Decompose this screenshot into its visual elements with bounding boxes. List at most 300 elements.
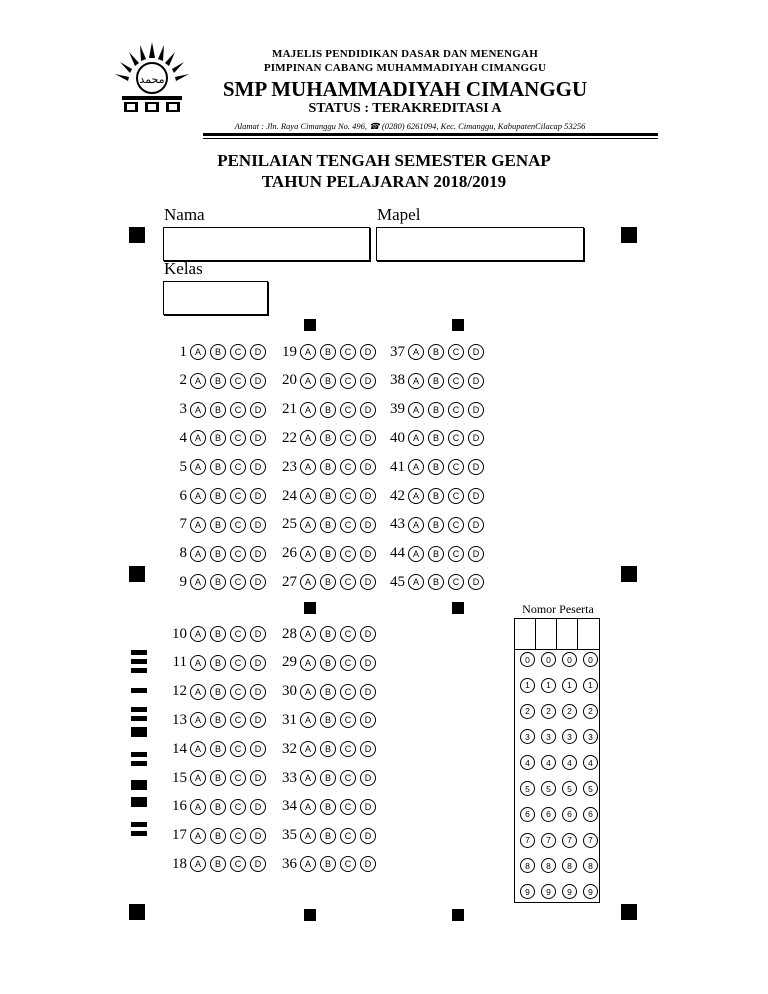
answer-bubble-b[interactable]: B bbox=[320, 430, 336, 446]
answer-bubble-b[interactable]: B bbox=[210, 373, 226, 389]
answer-bubble-b[interactable]: B bbox=[320, 517, 336, 533]
question-number: 11 bbox=[172, 654, 187, 671]
answer-bubble-c[interactable]: C bbox=[230, 712, 246, 728]
answer-bubble-a[interactable]: A bbox=[190, 684, 206, 700]
question-number: 33 bbox=[282, 769, 297, 786]
answer-row bbox=[383, 572, 488, 592]
digit-entry-cell[interactable] bbox=[578, 619, 599, 649]
answer-bubble-a[interactable]: A bbox=[300, 373, 316, 389]
digit-bubble[interactable]: 0 bbox=[583, 652, 598, 667]
answer-bubble-b[interactable]: B bbox=[320, 402, 336, 418]
nama-field[interactable] bbox=[163, 227, 370, 261]
question-number: 39 bbox=[390, 401, 405, 418]
question-number: 10 bbox=[172, 625, 187, 642]
digit-bubble[interactable]: 5 bbox=[520, 781, 535, 796]
digit-bubble[interactable]: 7 bbox=[562, 833, 577, 848]
answer-bubble-a[interactable]: A bbox=[300, 430, 316, 446]
digit-bubble[interactable]: 8 bbox=[562, 858, 577, 873]
digit-bubble[interactable]: 6 bbox=[562, 807, 577, 822]
answer-bubble-c[interactable]: C bbox=[340, 488, 356, 504]
answer-bubble-d[interactable]: D bbox=[468, 517, 484, 533]
digit-bubble[interactable]: 5 bbox=[541, 781, 556, 796]
answer-bubble-c[interactable]: C bbox=[230, 488, 246, 504]
answer-bubble-d[interactable]: D bbox=[360, 741, 376, 757]
digit-bubble[interactable]: 9 bbox=[562, 884, 577, 899]
answer-bubble-c[interactable]: C bbox=[230, 626, 246, 642]
answer-bubble-b[interactable]: B bbox=[320, 856, 336, 872]
answer-bubble-b[interactable]: B bbox=[428, 574, 444, 590]
digit-bubble[interactable]: 0 bbox=[520, 652, 535, 667]
answer-row bbox=[275, 486, 380, 506]
answer-bubble-b[interactable]: B bbox=[210, 799, 226, 815]
answer-bubble-a[interactable]: A bbox=[190, 828, 206, 844]
answer-bubble-c[interactable]: C bbox=[340, 741, 356, 757]
answer-row bbox=[165, 710, 270, 730]
exam-title: PENILAIAN TENGAH SEMESTER GENAP bbox=[217, 151, 551, 170]
answer-bubble-d[interactable]: D bbox=[360, 828, 376, 844]
answer-bubble-b[interactable]: B bbox=[210, 430, 226, 446]
answer-bubble-b[interactable]: B bbox=[210, 459, 226, 475]
answer-bubble-c[interactable]: C bbox=[230, 430, 246, 446]
answer-row bbox=[275, 371, 380, 391]
answer-bubble-b[interactable]: B bbox=[320, 799, 336, 815]
answer-bubble-d[interactable]: D bbox=[468, 373, 484, 389]
answer-bubble-c[interactable]: C bbox=[340, 828, 356, 844]
answer-bubble-b[interactable]: B bbox=[210, 828, 226, 844]
answer-bubble-b[interactable]: B bbox=[428, 402, 444, 418]
digit-entry-cell[interactable] bbox=[557, 619, 578, 649]
answer-bubble-c[interactable]: C bbox=[340, 402, 356, 418]
answer-row bbox=[383, 515, 488, 535]
answer-row bbox=[275, 572, 380, 592]
answer-bubble-c[interactable]: C bbox=[448, 430, 464, 446]
nomor-peserta-label: Nomor Peserta bbox=[522, 602, 594, 616]
answer-bubble-a[interactable]: A bbox=[408, 488, 424, 504]
answer-bubble-c[interactable]: C bbox=[448, 488, 464, 504]
accreditation-status: STATUS : TERAKREDITASI A bbox=[308, 101, 502, 116]
question-number: 16 bbox=[172, 798, 187, 815]
answer-bubble-d[interactable]: D bbox=[468, 574, 484, 590]
answer-bubble-c[interactable]: C bbox=[340, 655, 356, 671]
answer-row bbox=[383, 544, 488, 564]
digit-bubble[interactable]: 4 bbox=[520, 755, 535, 770]
question-number: 3 bbox=[179, 401, 187, 418]
question-number: 2 bbox=[179, 372, 187, 389]
code-bar bbox=[131, 831, 147, 836]
code-bar bbox=[131, 650, 147, 655]
answer-bubble-d[interactable]: D bbox=[360, 459, 376, 475]
answer-bubble-b[interactable]: B bbox=[210, 856, 226, 872]
answer-bubble-b[interactable]: B bbox=[428, 517, 444, 533]
answer-bubble-b[interactable]: B bbox=[320, 712, 336, 728]
answer-bubble-b[interactable]: B bbox=[320, 655, 336, 671]
answer-bubble-a[interactable]: A bbox=[408, 546, 424, 562]
question-number: 35 bbox=[282, 827, 297, 844]
answer-bubble-c[interactable]: C bbox=[340, 344, 356, 360]
timing-mark bbox=[304, 602, 316, 614]
code-bar bbox=[131, 797, 147, 807]
digit-bubble[interactable]: 0 bbox=[541, 652, 556, 667]
answer-bubble-d[interactable]: D bbox=[468, 430, 484, 446]
digit-bubble[interactable]: 0 bbox=[562, 652, 577, 667]
answer-bubble-c[interactable]: C bbox=[230, 856, 246, 872]
mapel-label: Mapel bbox=[377, 205, 421, 224]
digit-bubble[interactable]: 2 bbox=[520, 704, 535, 719]
answer-bubble-a[interactable]: A bbox=[408, 459, 424, 475]
digit-bubble[interactable]: 5 bbox=[583, 781, 598, 796]
answer-bubble-b[interactable]: B bbox=[428, 546, 444, 562]
answer-bubble-a[interactable]: A bbox=[190, 459, 206, 475]
digit-bubble[interactable]: 1 bbox=[520, 678, 535, 693]
answer-bubble-d[interactable]: D bbox=[360, 770, 376, 786]
answer-bubble-b[interactable]: B bbox=[320, 770, 336, 786]
header-line-2: PIMPINAN CABANG MUHAMMADIYAH CIMANGGU bbox=[263, 62, 547, 74]
answer-bubble-a[interactable]: A bbox=[408, 517, 424, 533]
answer-row bbox=[165, 371, 270, 391]
digit-bubble[interactable]: 2 bbox=[541, 704, 556, 719]
answer-bubble-a[interactable]: A bbox=[408, 402, 424, 418]
timing-mark bbox=[452, 319, 464, 331]
answer-bubble-d[interactable]: D bbox=[360, 799, 376, 815]
answer-bubble-d[interactable]: D bbox=[250, 546, 266, 562]
answer-bubble-c[interactable]: C bbox=[230, 402, 246, 418]
answer-bubble-c[interactable]: C bbox=[230, 459, 246, 475]
digit-bubble[interactable]: 5 bbox=[562, 781, 577, 796]
answer-bubble-b[interactable]: B bbox=[320, 574, 336, 590]
answer-bubble-a[interactable]: A bbox=[300, 546, 316, 562]
answer-bubble-d[interactable]: D bbox=[250, 430, 266, 446]
answer-bubble-a[interactable]: A bbox=[408, 373, 424, 389]
digit-bubble[interactable]: 8 bbox=[583, 858, 598, 873]
school-address: Alamat : Jln. Raya Cimanggu No. 496, ☎ (0280) 6261094, Kec. Cimanggu, KabupatenCilacap 53256 bbox=[234, 121, 586, 131]
answer-bubble-b[interactable]: B bbox=[210, 626, 226, 642]
question-number: 41 bbox=[390, 458, 405, 475]
answer-bubble-b[interactable]: B bbox=[210, 574, 226, 590]
answer-bubble-d[interactable]: D bbox=[250, 488, 266, 504]
answer-bubble-d[interactable]: D bbox=[468, 488, 484, 504]
answer-bubble-c[interactable]: C bbox=[448, 517, 464, 533]
answer-bubble-a[interactable]: A bbox=[190, 712, 206, 728]
digit-bubble[interactable]: 1 bbox=[583, 678, 598, 693]
mapel-field[interactable] bbox=[376, 227, 584, 261]
digit-bubble[interactable]: 6 bbox=[520, 807, 535, 822]
question-number: 37 bbox=[390, 343, 405, 360]
answer-row bbox=[275, 653, 380, 673]
answer-bubble-d[interactable]: D bbox=[250, 684, 266, 700]
answer-bubble-d[interactable]: D bbox=[250, 517, 266, 533]
answer-bubble-a[interactable]: A bbox=[300, 684, 316, 700]
answer-bubble-b[interactable]: B bbox=[428, 344, 444, 360]
answer-bubble-a[interactable]: A bbox=[300, 626, 316, 642]
answer-bubble-c[interactable]: C bbox=[448, 459, 464, 475]
answer-bubble-d[interactable]: D bbox=[360, 626, 376, 642]
answer-bubble-d[interactable]: D bbox=[360, 344, 376, 360]
answer-bubble-c[interactable]: C bbox=[448, 574, 464, 590]
answer-bubble-b[interactable]: B bbox=[428, 488, 444, 504]
answer-bubble-a[interactable]: A bbox=[300, 828, 316, 844]
answer-bubble-a[interactable]: A bbox=[300, 799, 316, 815]
registration-mark bbox=[129, 227, 145, 243]
answer-bubble-a[interactable]: A bbox=[190, 626, 206, 642]
answer-bubble-d[interactable]: D bbox=[360, 684, 376, 700]
question-number: 40 bbox=[390, 429, 405, 446]
digit-bubble[interactable]: 9 bbox=[520, 884, 535, 899]
answer-bubble-d[interactable]: D bbox=[250, 373, 266, 389]
answer-bubble-c[interactable]: C bbox=[340, 684, 356, 700]
answer-bubble-b[interactable]: B bbox=[210, 344, 226, 360]
answer-bubble-c[interactable]: C bbox=[230, 828, 246, 844]
answer-bubble-a[interactable]: A bbox=[190, 546, 206, 562]
digit-bubble[interactable]: 3 bbox=[541, 729, 556, 744]
answer-bubble-c[interactable]: C bbox=[230, 344, 246, 360]
answer-bubble-d[interactable]: D bbox=[360, 488, 376, 504]
answer-bubble-c[interactable]: C bbox=[230, 546, 246, 562]
answer-bubble-b[interactable]: B bbox=[428, 459, 444, 475]
answer-bubble-c[interactable]: C bbox=[230, 799, 246, 815]
answer-bubble-b[interactable]: B bbox=[428, 430, 444, 446]
answer-bubble-d[interactable]: D bbox=[250, 626, 266, 642]
answer-row bbox=[275, 682, 380, 702]
digit-bubble[interactable]: 2 bbox=[583, 704, 598, 719]
answer-bubble-d[interactable]: D bbox=[360, 430, 376, 446]
digit-bubble[interactable]: 9 bbox=[583, 884, 598, 899]
question-number: 32 bbox=[282, 740, 297, 757]
answer-bubble-d[interactable]: D bbox=[250, 344, 266, 360]
answer-bubble-d[interactable]: D bbox=[360, 517, 376, 533]
answer-bubble-a[interactable]: A bbox=[300, 741, 316, 757]
answer-bubble-c[interactable]: C bbox=[448, 402, 464, 418]
answer-bubble-c[interactable]: C bbox=[230, 684, 246, 700]
answer-bubble-d[interactable]: D bbox=[250, 402, 266, 418]
answer-bubble-a[interactable]: A bbox=[300, 770, 316, 786]
answer-bubble-c[interactable]: C bbox=[230, 655, 246, 671]
answer-bubble-c[interactable]: C bbox=[340, 856, 356, 872]
question-number: 25 bbox=[282, 516, 297, 533]
answer-bubble-d[interactable]: D bbox=[250, 574, 266, 590]
answer-row bbox=[383, 457, 488, 477]
answer-bubble-a[interactable]: A bbox=[190, 799, 206, 815]
answer-bubble-b[interactable]: B bbox=[320, 488, 336, 504]
answer-bubble-a[interactable]: A bbox=[300, 856, 316, 872]
answer-row bbox=[275, 428, 380, 448]
answer-bubble-d[interactable]: D bbox=[250, 741, 266, 757]
answer-bubble-b[interactable]: B bbox=[210, 488, 226, 504]
question-number: 14 bbox=[172, 740, 187, 757]
answer-bubble-c[interactable]: C bbox=[340, 799, 356, 815]
digit-bubble[interactable]: 9 bbox=[541, 884, 556, 899]
answer-bubble-d[interactable]: D bbox=[468, 344, 484, 360]
question-number: 12 bbox=[172, 683, 187, 700]
answer-bubble-a[interactable]: A bbox=[300, 459, 316, 475]
answer-bubble-a[interactable]: A bbox=[300, 655, 316, 671]
answer-bubble-a[interactable]: A bbox=[300, 488, 316, 504]
answer-bubble-c[interactable]: C bbox=[340, 626, 356, 642]
answer-bubble-a[interactable]: A bbox=[300, 344, 316, 360]
digit-bubble[interactable]: 3 bbox=[520, 729, 535, 744]
digit-bubble[interactable]: 6 bbox=[583, 807, 598, 822]
question-number: 4 bbox=[179, 429, 187, 446]
answer-bubble-d[interactable]: D bbox=[250, 828, 266, 844]
digit-bubble[interactable]: 3 bbox=[562, 729, 577, 744]
answer-bubble-a[interactable]: A bbox=[300, 574, 316, 590]
digit-bubble[interactable]: 8 bbox=[541, 858, 556, 873]
digit-bubble[interactable]: 7 bbox=[583, 833, 598, 848]
question-number: 26 bbox=[282, 545, 297, 562]
answer-bubble-c[interactable]: C bbox=[448, 546, 464, 562]
answer-bubble-a[interactable]: A bbox=[190, 488, 206, 504]
question-number: 13 bbox=[172, 711, 187, 728]
answer-bubble-b[interactable]: B bbox=[210, 770, 226, 786]
answer-bubble-d[interactable]: D bbox=[360, 574, 376, 590]
registration-mark bbox=[621, 227, 637, 243]
digit-bubble[interactable]: 6 bbox=[541, 807, 556, 822]
digit-bubble[interactable]: 4 bbox=[562, 755, 577, 770]
answer-bubble-a[interactable]: A bbox=[408, 344, 424, 360]
digit-bubble[interactable]: 3 bbox=[583, 729, 598, 744]
answer-row bbox=[165, 572, 270, 592]
answer-bubble-d[interactable]: D bbox=[360, 655, 376, 671]
answer-bubble-c[interactable]: C bbox=[340, 373, 356, 389]
answer-bubble-a[interactable]: A bbox=[190, 770, 206, 786]
answer-bubble-b[interactable]: B bbox=[210, 546, 226, 562]
answer-bubble-d[interactable]: D bbox=[250, 459, 266, 475]
answer-row bbox=[275, 854, 380, 874]
header-divider-thin bbox=[203, 138, 658, 139]
answer-bubble-b[interactable]: B bbox=[210, 712, 226, 728]
answer-bubble-d[interactable]: D bbox=[468, 459, 484, 475]
svg-text:محمد: محمد bbox=[139, 73, 165, 86]
answer-bubble-b[interactable]: B bbox=[320, 459, 336, 475]
digit-entry-cell[interactable] bbox=[515, 619, 536, 649]
answer-bubble-c[interactable]: C bbox=[340, 459, 356, 475]
digit-entry-cell[interactable] bbox=[536, 619, 557, 649]
answer-row bbox=[275, 457, 380, 477]
question-number: 19 bbox=[282, 343, 297, 360]
question-number: 6 bbox=[179, 487, 187, 504]
answer-bubble-a[interactable]: A bbox=[190, 741, 206, 757]
academic-year: TAHUN PELAJARAN 2018/2019 bbox=[261, 172, 507, 191]
question-number: 21 bbox=[282, 401, 297, 418]
answer-bubble-b[interactable]: B bbox=[320, 373, 336, 389]
answer-bubble-b[interactable]: B bbox=[210, 684, 226, 700]
answer-bubble-c[interactable]: C bbox=[340, 574, 356, 590]
answer-bubble-d[interactable]: D bbox=[468, 402, 484, 418]
answer-row bbox=[275, 342, 380, 362]
answer-bubble-a[interactable]: A bbox=[190, 373, 206, 389]
answer-bubble-a[interactable]: A bbox=[190, 517, 206, 533]
answer-bubble-b[interactable]: B bbox=[320, 684, 336, 700]
answer-bubble-c[interactable]: C bbox=[340, 770, 356, 786]
answer-bubble-b[interactable]: B bbox=[210, 655, 226, 671]
answer-row bbox=[275, 797, 380, 817]
answer-bubble-b[interactable]: B bbox=[320, 828, 336, 844]
answer-bubble-d[interactable]: D bbox=[250, 770, 266, 786]
registration-mark bbox=[621, 566, 637, 582]
answer-row bbox=[165, 739, 270, 759]
timing-mark bbox=[304, 319, 316, 331]
answer-bubble-b[interactable]: B bbox=[320, 344, 336, 360]
question-number: 44 bbox=[390, 545, 405, 562]
answer-bubble-a[interactable]: A bbox=[190, 574, 206, 590]
answer-bubble-d[interactable]: D bbox=[360, 402, 376, 418]
answer-bubble-a[interactable]: A bbox=[408, 574, 424, 590]
answer-row bbox=[165, 544, 270, 564]
answer-bubble-d[interactable]: D bbox=[250, 712, 266, 728]
question-number: 30 bbox=[282, 683, 297, 700]
answer-bubble-b[interactable]: B bbox=[210, 741, 226, 757]
answer-bubble-c[interactable]: C bbox=[230, 574, 246, 590]
answer-row bbox=[383, 371, 488, 391]
answer-row bbox=[165, 653, 270, 673]
answer-bubble-a[interactable]: A bbox=[190, 402, 206, 418]
answer-bubble-c[interactable]: C bbox=[340, 517, 356, 533]
answer-bubble-c[interactable]: C bbox=[340, 712, 356, 728]
answer-bubble-d[interactable]: D bbox=[468, 546, 484, 562]
answer-bubble-b[interactable]: B bbox=[428, 373, 444, 389]
answer-bubble-d[interactable]: D bbox=[250, 655, 266, 671]
registration-mark bbox=[129, 904, 145, 920]
code-bar bbox=[131, 668, 147, 673]
answer-bubble-b[interactable]: B bbox=[320, 741, 336, 757]
answer-bubble-a[interactable]: A bbox=[300, 712, 316, 728]
answer-bubble-d[interactable]: D bbox=[360, 373, 376, 389]
answer-bubble-d[interactable]: D bbox=[250, 799, 266, 815]
digit-bubble[interactable]: 8 bbox=[520, 858, 535, 873]
answer-bubble-c[interactable]: C bbox=[230, 373, 246, 389]
digit-bubble[interactable]: 2 bbox=[562, 704, 577, 719]
answer-bubble-c[interactable]: C bbox=[230, 741, 246, 757]
answer-bubble-b[interactable]: B bbox=[320, 626, 336, 642]
question-number: 9 bbox=[179, 573, 187, 590]
answer-bubble-d[interactable]: D bbox=[360, 712, 376, 728]
answer-bubble-c[interactable]: C bbox=[340, 546, 356, 562]
answer-row bbox=[275, 624, 380, 644]
answer-bubble-c[interactable]: C bbox=[340, 430, 356, 446]
answer-bubble-a[interactable]: A bbox=[190, 430, 206, 446]
question-number: 27 bbox=[282, 573, 297, 590]
digit-bubble[interactable]: 1 bbox=[541, 678, 556, 693]
answer-bubble-d[interactable]: D bbox=[250, 856, 266, 872]
code-bar bbox=[131, 659, 147, 664]
answer-bubble-a[interactable]: A bbox=[408, 430, 424, 446]
kelas-field[interactable] bbox=[163, 281, 268, 315]
answer-bubble-c[interactable]: C bbox=[448, 373, 464, 389]
digit-bubble[interactable]: 7 bbox=[520, 833, 535, 848]
digit-bubble[interactable]: 1 bbox=[562, 678, 577, 693]
answer-bubble-a[interactable]: A bbox=[300, 517, 316, 533]
answer-bubble-b[interactable]: B bbox=[210, 517, 226, 533]
digit-bubble[interactable]: 4 bbox=[583, 755, 598, 770]
answer-bubble-b[interactable]: B bbox=[210, 402, 226, 418]
answer-bubble-d[interactable]: D bbox=[360, 856, 376, 872]
answer-bubble-c[interactable]: C bbox=[230, 770, 246, 786]
answer-bubble-a[interactable]: A bbox=[190, 655, 206, 671]
digit-bubble[interactable]: 7 bbox=[541, 833, 556, 848]
answer-bubble-a[interactable]: A bbox=[190, 344, 206, 360]
answer-row bbox=[165, 826, 270, 846]
question-number: 7 bbox=[179, 516, 187, 533]
answer-bubble-c[interactable]: C bbox=[230, 517, 246, 533]
question-number: 20 bbox=[282, 372, 297, 389]
answer-bubble-b[interactable]: B bbox=[320, 546, 336, 562]
question-number: 31 bbox=[282, 711, 297, 728]
answer-bubble-d[interactable]: D bbox=[360, 546, 376, 562]
answer-bubble-c[interactable]: C bbox=[448, 344, 464, 360]
question-number: 29 bbox=[282, 654, 297, 671]
answer-bubble-a[interactable]: A bbox=[190, 856, 206, 872]
digit-bubble[interactable]: 4 bbox=[541, 755, 556, 770]
answer-bubble-a[interactable]: A bbox=[300, 402, 316, 418]
